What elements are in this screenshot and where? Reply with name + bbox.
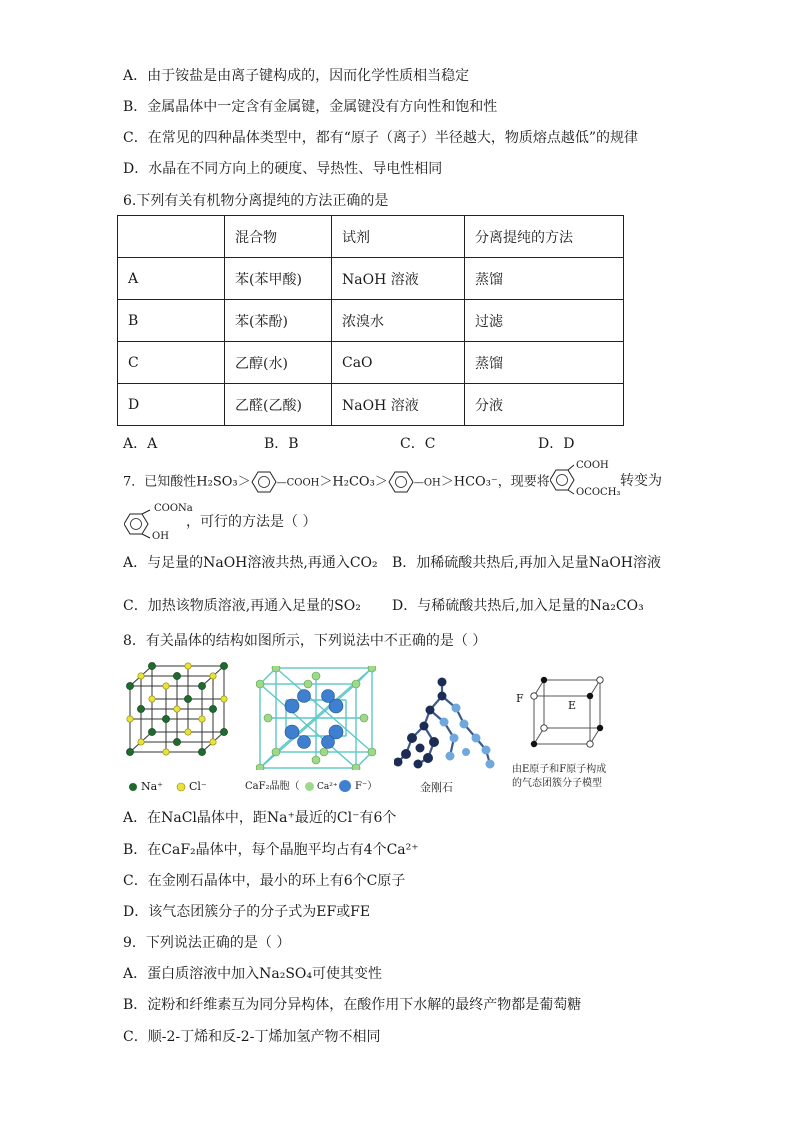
benzene-ring-icon <box>251 471 277 493</box>
product-oh: OH <box>152 531 169 542</box>
table-cell: 过滤 <box>465 300 624 342</box>
benzene-ring-icon <box>388 471 414 493</box>
table-row <box>118 258 624 300</box>
q8-option-d: D．该气态团簇分子的分子式为EF或FE <box>123 904 371 920</box>
cluster-label-f: F <box>516 692 524 705</box>
table-cell: 混合物 <box>225 216 332 258</box>
q6-option-c: C．C <box>400 436 436 452</box>
table-cell: NaOH 溶液 <box>332 384 465 426</box>
q7-ask: ，可行的方法是（ ） <box>186 514 317 530</box>
cluster-caption-2: 的气态团簇分子模型 <box>512 778 602 789</box>
q7-option-b: B．加稀硫酸共热后,再加入足量NaOH溶液 <box>392 555 662 571</box>
q7-option-c: C．加热该物质溶液,再通入足量的SO₂ <box>123 598 361 614</box>
q6-option-a: A．A <box>123 436 158 452</box>
q8-option-b: B．在CaF₂晶体中，每个晶胞平均占有4个Ca²⁺ <box>123 842 419 858</box>
q6-table <box>117 215 624 426</box>
q7-option-d: D．与稀硫酸共热后,加入足量的Na₂CO₃ <box>392 598 644 614</box>
nacl-crystal-figure <box>122 660 232 760</box>
table-cell: 苯(苯酚) <box>225 300 332 342</box>
q9-option-c: C．顺-2-丁烯和反-2-丁烯加氢产物不相同 <box>123 1029 381 1045</box>
table-row <box>118 216 624 258</box>
q5-option-b: B．金属晶体中一定含有金属键，金属键没有方向性和饱和性 <box>123 99 498 115</box>
q8-stem: 8．有关晶体的结构如图所示，下列说法中不正确的是（ ） <box>123 633 487 649</box>
q8-option-c: C．在金刚石晶体中，最小的环上有6个C原子 <box>123 873 406 889</box>
diamond-label: 金刚石 <box>420 781 453 794</box>
h2co3: H₂CO₃ <box>332 474 375 490</box>
gt-1: ＞ <box>237 474 251 490</box>
hco3: HCO₃⁻ <box>453 474 498 490</box>
table-cell: C <box>118 342 225 384</box>
caf2-label: CaF₂晶胞（ <box>245 781 300 792</box>
h2so3: H₂SO₃ <box>196 474 238 490</box>
table-cell: 乙醛(乙酸) <box>225 384 332 426</box>
table-cell: B <box>118 300 225 342</box>
q6-option-d: D．D <box>538 436 575 452</box>
cl-ion-legend-icon <box>176 782 186 792</box>
aspirin-cooh: COOH <box>576 460 609 471</box>
q5-option-d: D．水晶在不同方向上的硬度、导热性、导电性相同 <box>123 161 443 177</box>
table-cell: A <box>118 258 225 300</box>
table-cell: 蒸馏 <box>465 258 624 300</box>
product-coona: COONa <box>154 503 193 514</box>
caf2-ca-label: Ca²⁺ <box>317 782 338 792</box>
benzoic-cooh: COOH <box>286 477 320 489</box>
table-row <box>118 384 624 426</box>
q5-option-a: A．由于铵盐是由离子键构成的，因而化学性质相当稳定 <box>123 68 470 84</box>
q8-option-a: A．在NaCl晶体中，距Na⁺最近的Cl⁻有6个 <box>123 810 397 826</box>
gt-3: ＞ <box>374 474 388 490</box>
f-ion-legend-icon <box>338 779 352 793</box>
table-cell: 苯(苯甲酸) <box>225 258 332 300</box>
q7-mid: ，现要将 <box>497 474 550 490</box>
q9-option-b: B．淀粉和纤维素互为同分异构体，在酸作用下水解的最终产物都是葡萄糖 <box>123 997 582 1013</box>
q9-stem: 9．下列说法正确的是（ ） <box>123 935 291 951</box>
table-cell: 分离提纯的方法 <box>465 216 624 258</box>
table-cell: D <box>118 384 225 426</box>
q7-suffix: 转变为 <box>620 473 662 489</box>
table-cell: 分液 <box>465 384 624 426</box>
caf2-crystal-figure <box>256 666 376 770</box>
q7-option-a: A．与足量的NaOH溶液共热,再通入CO₂ <box>123 555 378 571</box>
gt-2: ＞ <box>319 474 333 490</box>
q5-option-c: C．在常见的四种晶体类型中，都有“原子（离子）半径越大，物质熔点越低”的规律 <box>123 130 639 146</box>
table-row <box>118 300 624 342</box>
table-cell: NaOH 溶液 <box>332 258 465 300</box>
q6-option-b: B．B <box>264 436 299 452</box>
q9-option-a: A．蛋白质溶液中加入Na₂SO₄可使其变性 <box>123 966 382 982</box>
table-cell: 浓溴水 <box>332 300 465 342</box>
q6-stem: 6.下列有关有机物分离提纯的方法正确的是 <box>123 193 389 209</box>
table-cell: 蒸馏 <box>465 342 624 384</box>
cluster-label-e: E <box>568 699 577 712</box>
table-cell: CaO <box>332 342 465 384</box>
phenol-oh: OH <box>423 477 441 489</box>
nacl-na-label: Na⁺ <box>141 780 163 793</box>
nacl-cl-label: Cl⁻ <box>189 780 207 793</box>
table-cell <box>118 216 225 258</box>
aspirin-ococh3: OCOCH₃ <box>576 487 621 498</box>
table-cell: 乙醇(水) <box>225 342 332 384</box>
table-cell: 试剂 <box>332 216 465 258</box>
na-ion-legend-icon <box>128 782 138 792</box>
diamond-structure-figure <box>394 672 498 772</box>
caf2-f-label: F⁻） <box>355 781 378 792</box>
gt-4: ＞ <box>440 474 454 490</box>
cluster-caption-1: 由E原子和F原子构成 <box>512 764 607 775</box>
ca-ion-legend-icon <box>304 781 315 792</box>
q7-prefix: 7．已知酸性 <box>123 474 197 490</box>
table-row <box>118 342 624 384</box>
q7-stem: 7．已知酸性H₂SO₃＞ —COOH＞H₂CO₃＞ —OH＞HCO₃⁻，现要将 <box>123 471 550 494</box>
